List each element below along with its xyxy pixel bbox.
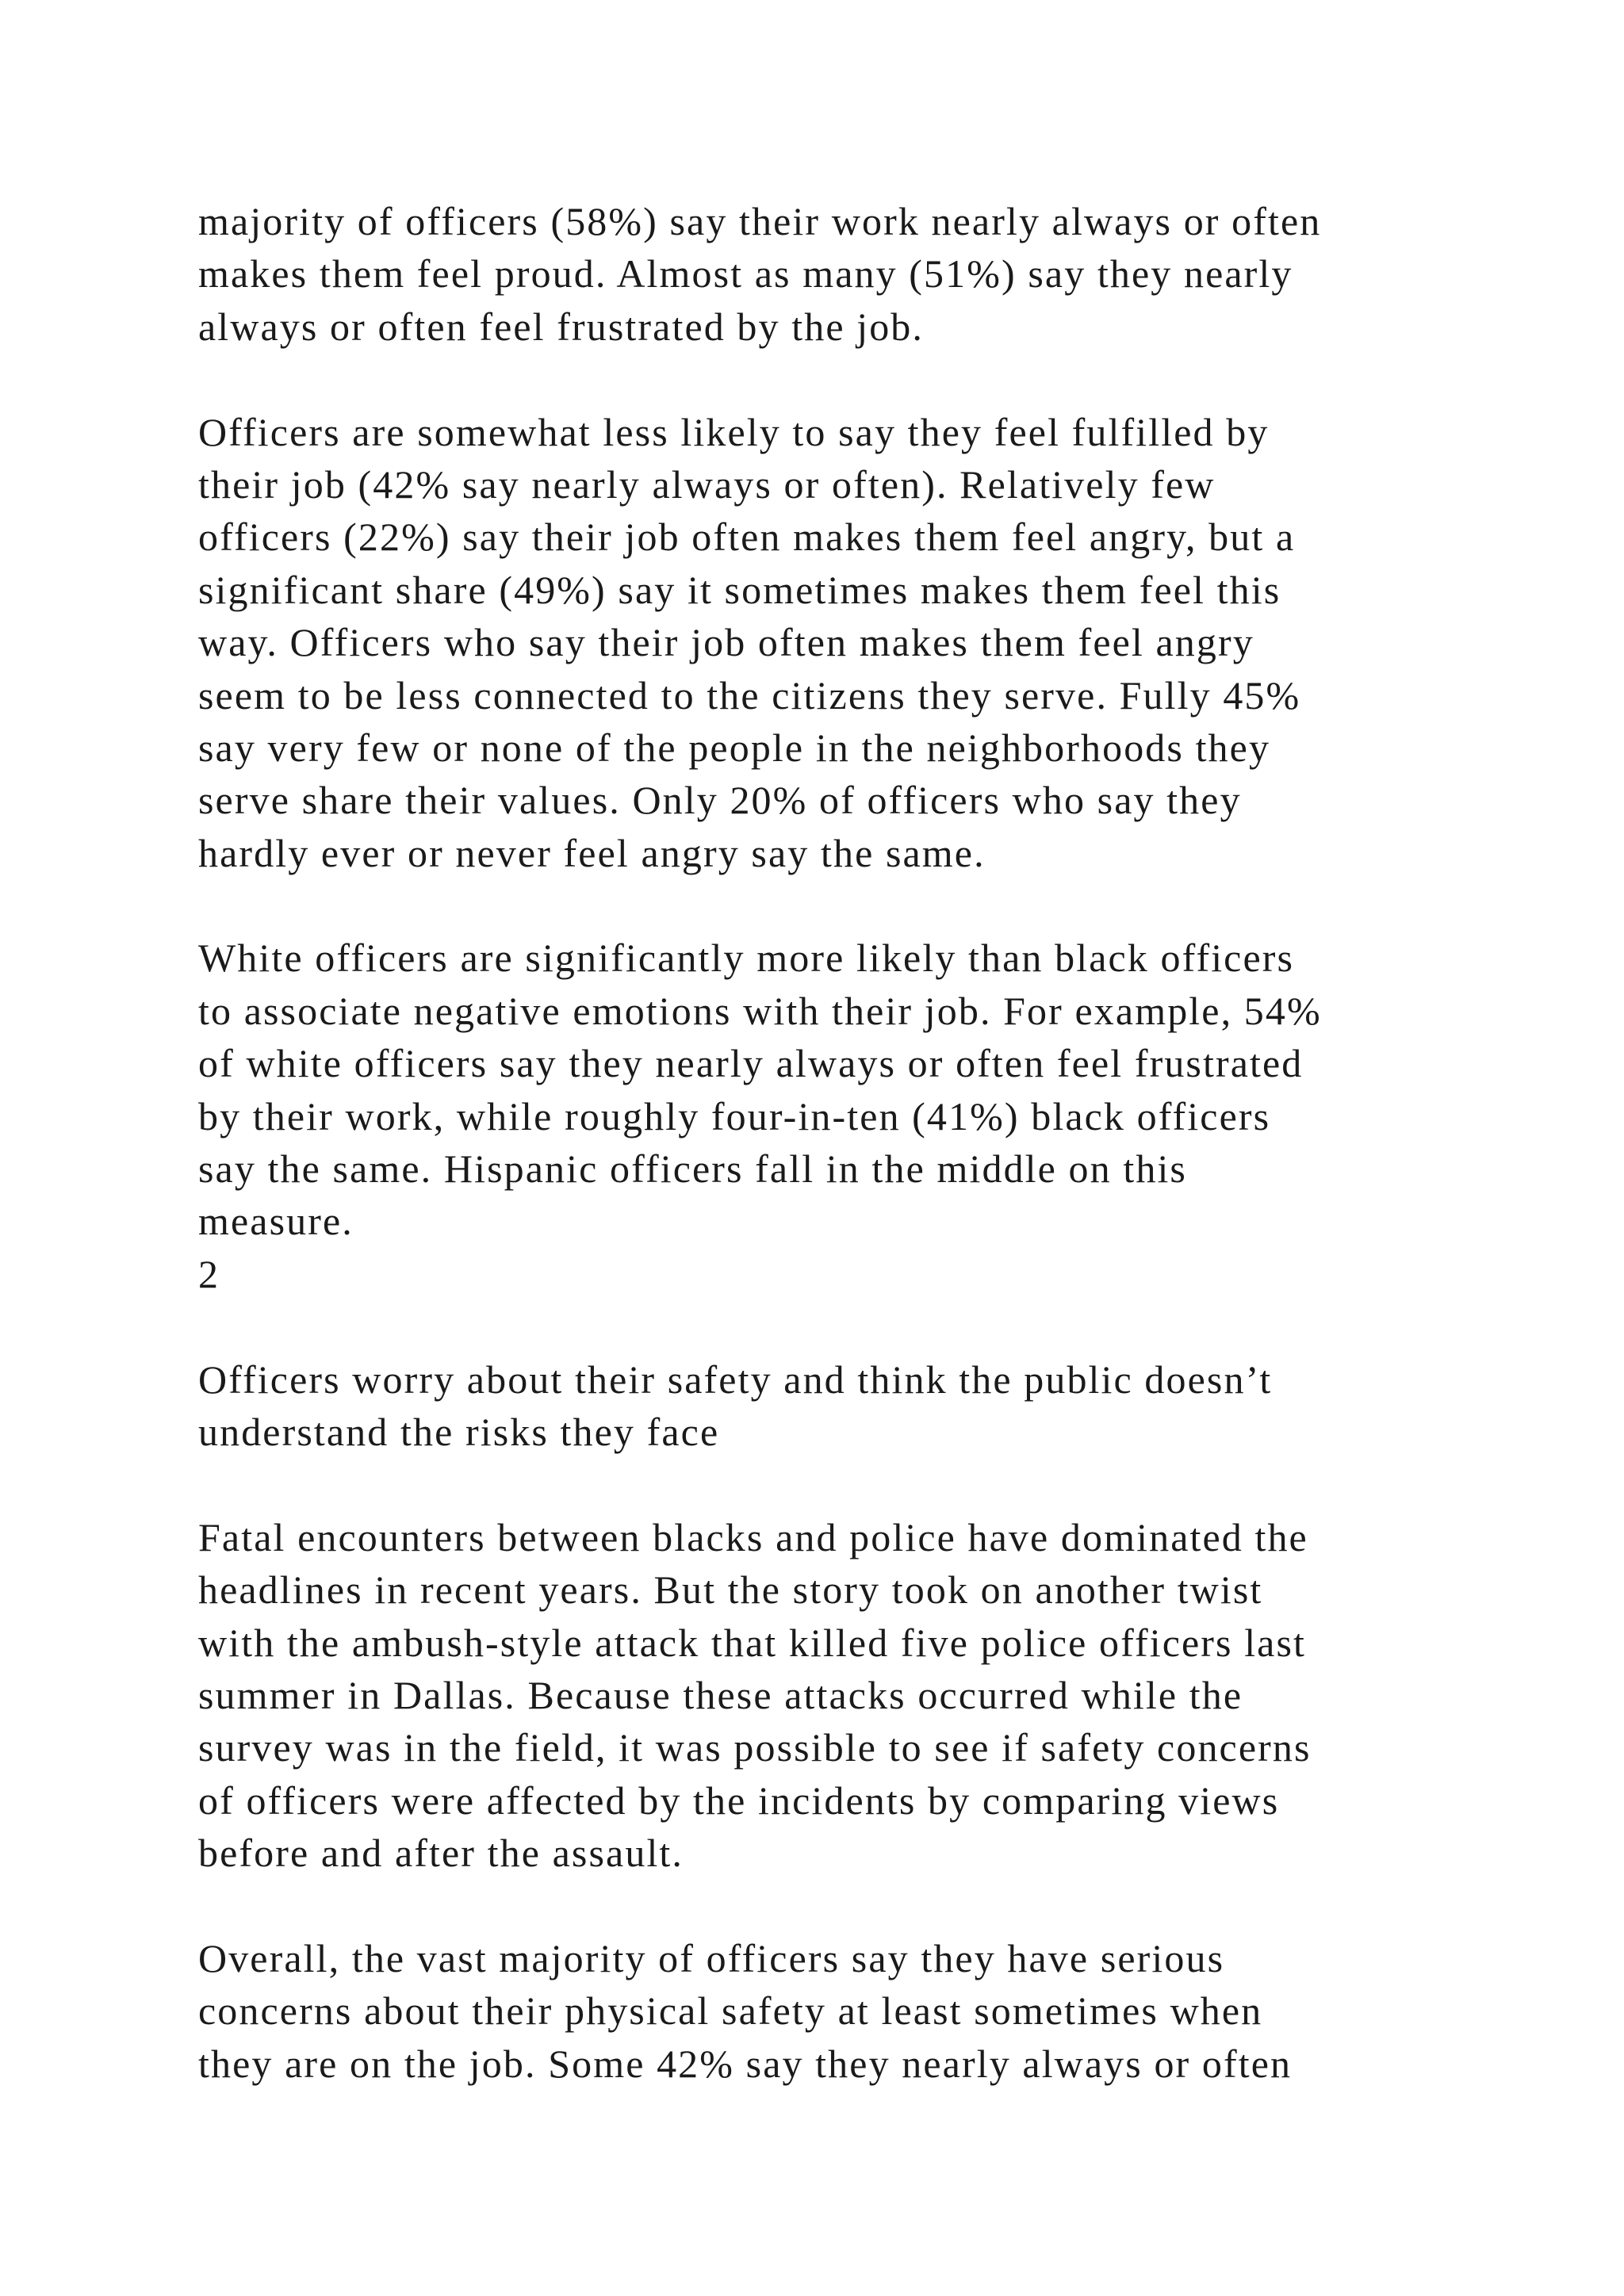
section-heading-safety — [198, 1353, 1546, 1459]
text-line: say very few or none of the people in the neighborhoods they — [198, 725, 1271, 770]
text-line: with the ambush-style attack that killed five police officers last — [198, 1620, 1307, 1665]
text-line: Fatal encounters between blacks and police have dominated the — [198, 1514, 1308, 1559]
text-line: headlines in recent years. But the story took on another twist — [198, 1567, 1263, 1613]
text-line: before and after the assault. — [198, 1831, 684, 1876]
text-line: by their work, while roughly four-in-ten (41%) black officers — [198, 1093, 1271, 1138]
text-line: Overall, the vast majority of officers say they have serious — [198, 1935, 1225, 1980]
text-line: measure. — [198, 1199, 354, 1244]
paragraph-spacer — [198, 879, 1546, 932]
page-number: 2 — [198, 1251, 220, 1296]
text-line: of officers were affected by the incidents by comparing views — [198, 1777, 1280, 1823]
text-line: way. Officers who say their job often makes them feel angry — [198, 620, 1254, 665]
paragraph-fatal-encounters — [198, 1511, 1546, 1880]
text-line: survey was in the field, it was possible to see if safety concerns — [198, 1725, 1312, 1770]
text-line: seem to be less connected to the citizens they serve. Fully 45% — [198, 672, 1301, 718]
paragraph-spacer — [198, 1300, 1546, 1353]
text-line: Officers are somewhat less likely to say they feel fulfilled by — [198, 409, 1270, 454]
text-line: hardly ever or never feel angry say the same. — [198, 830, 986, 875]
text-line: Officers worry about their safety and think the public doesn’t — [198, 1357, 1273, 1402]
paragraph-spacer — [198, 353, 1546, 405]
text-line: summer in Dallas. Because these attacks occurred while the — [198, 1672, 1243, 1717]
text-line: to associate negative emotions with their job. For example, 54% — [198, 988, 1322, 1033]
text-line: significant share (49%) say it sometimes makes them feel this — [198, 567, 1281, 612]
text-line: concerns about their physical safety at least sometimes when — [198, 1988, 1263, 2034]
text-line: serve share their values. Only 20% of officers who say they — [198, 778, 1242, 823]
paragraph-officers-fulfilled — [198, 406, 1546, 880]
text-line: majority of officers (58%) say their work nearly always or often — [198, 199, 1322, 243]
text-line: they are on the job. Some 42% say they nearly always or often — [198, 2041, 1293, 2086]
paragraph-spacer — [198, 1880, 1546, 1932]
document-body — [198, 195, 1546, 2090]
text-line: White officers are significantly more likely than black officers — [198, 936, 1295, 981]
paragraph-officers-proud — [198, 195, 1546, 353]
text-line: of white officers say they nearly always or often feel frustrated — [198, 1041, 1304, 1086]
text-line: officers (22%) say their job often makes them feel angry, but a — [198, 515, 1296, 560]
text-line: their job (42% say nearly always or often). Relatively few — [198, 461, 1216, 507]
paragraph-overall-safety — [198, 1932, 1546, 2090]
text-line: say the same. Hispanic officers fall in the middle on this — [198, 1146, 1187, 1192]
text-line: understand the risks they face — [198, 1409, 720, 1454]
text-line: makes them feel proud. Almost as many (51%) say they nearly — [198, 251, 1293, 297]
text-line: always or often feel frustrated by the job. — [198, 304, 925, 349]
paragraph-white-officers — [198, 932, 1546, 1300]
paragraph-spacer — [198, 1458, 1546, 1510]
